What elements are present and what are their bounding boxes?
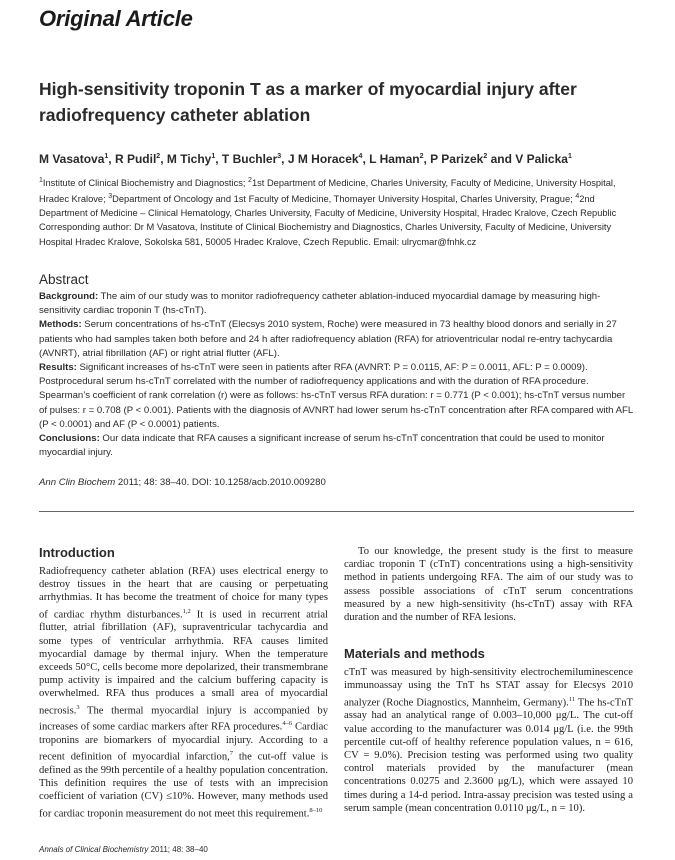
corresponding-author: Corresponding author: Dr M Vasatova, Institute of Clinical Biochemistry and Diagnostics, Charles University, Faculty of Medicine, University Hospital Hradec Kralove, Sokolska 581, 50005 Hradec Kralove, Czech Republic. Email: ulrycmar@fnhk.cz — [39, 222, 612, 247]
affiliation-sup: 2 — [248, 177, 252, 184]
author-name: V Palicka — [515, 152, 568, 166]
intro-text-4: Cardiac troponins are biomarkers of myocardial injury. According to a recent definition of myocardial infarction, — [39, 721, 328, 763]
affiliations — [39, 174, 635, 249]
methods-text-2: The hs-cTnT assay had an analytical range of 0.003–10,000 μg/L. The cut-off value according to the manufacturer was 0.014 μg/L (i.e. the 99th percentile cut-off of healthy reference population values, n = 616, CV = 9.0%). Precision testing was performed using two quality control materials provided by the manufacturer (mean concentrations 0.0275 and 2.3600 μg/L), which were assayed 10 times during a 14-d period. Intra-assay precision was tested using a serum sample (mean concentration 0.0110 μg/L, n = 10). — [344, 697, 633, 814]
abstract-background-text: The aim of our study was to monitor radiofrequency catheter ablation-induced myocardial damage by measuring high-sensitivity cardiac troponin T (hs-cTnT). — [39, 291, 601, 317]
methods-heading: Materials and methods — [344, 646, 485, 662]
affiliation-sup: 4 — [575, 193, 580, 201]
affiliation-2: 1st Department of Medicine, Charles University, Faculty of Medicine, University Hospital, Hradec Kralove; — [39, 178, 616, 205]
citation-ref: 1,2 — [182, 607, 191, 615]
author-name: J M Horacek — [287, 152, 359, 166]
author-sup: 2 — [419, 153, 424, 160]
introduction-heading: Introduction — [39, 545, 115, 560]
methods-paragraph — [344, 666, 633, 815]
citation-ref: 8–10 — [309, 806, 323, 814]
intro-text-1: Radiofrequency catheter ablation (RFA) uses electrical energy to destroy tissues in the heart that are causing or perpetuating arrhythmias. It has become the treatment of choice for many types of cardiac rhythm disturbances. — [39, 566, 328, 621]
citation-ref: 4–6 — [282, 720, 293, 728]
affiliation-4: 2nd Department of Medicine – Clinical Hematology, Charles University, Faculty of Medicine, University Hospital, Hradec Kralove, Czech Republic — [39, 194, 617, 219]
column-left — [39, 545, 328, 820]
abstract-results-text: Significant increases of hs-cTnT were seen in patients after RFA (AVNRT: P = 0.0115, AF: P = 0.0011, AFL: P = 0.0009). Postprocedural serum hs-cTnT correlated with the number of radiofrequency applications and with the duration of RFA procedure. Spearman’s coefficient of rank correlation (r) were as follows: hs-cTnT versus RFA duration: r = 0.771 (P < 0.001); hs-cTnT versus number of pulses: r = 0.708 (P < 0.001). Patients with the diagnosis of AVNRT had lower serum hs-cTnT concentration after RFA compared with AFL (P < 0.0001) and AF (P < 0.0001) patients. — [39, 362, 633, 430]
author-sup: 1 — [567, 153, 572, 160]
citation-ref: 3 — [76, 703, 80, 711]
page-footer — [39, 845, 208, 854]
column-right — [344, 545, 633, 815]
section-divider — [39, 511, 634, 512]
abstract-heading: Abstract — [39, 272, 89, 287]
section-label: Original Article — [39, 6, 193, 31]
intro-text-2: It is used in recurrent atrial flutter, atrial fibrillation (AF), supraventricular tachycardia and some types of ventricular arrhythmia. RFA causes limited myocardial damage by thermal injury. When the temperature exceeds 50°C, cells become more depolarized, their transmembrane pump activity is impaired and the calcium buffering capacity is overwhelmed. RFA thus produces a small area of myocardial necrosis. — [39, 609, 328, 717]
author-sup: 4 — [358, 153, 363, 160]
intro-text-5: the cut-off value is defined as the 99th percentile of a healthy population concentration. This definition requires the use of tests with an imprecision coefficient of variation (CV) ≤10%. However, many methods used for cardiac troponin measurement do not meet this requirement. — [39, 751, 328, 820]
author-sup: 3 — [277, 153, 282, 160]
abstract-body — [39, 290, 633, 460]
article-title: High-sensitivity troponin T as a marker of myocardial injury after radiofrequency catheter ablation — [39, 79, 577, 125]
affiliation-sup: 1 — [39, 177, 43, 184]
author-name: M Vasatova — [39, 152, 105, 166]
abstract-conclusions-label: Conclusions: — [39, 433, 100, 445]
intro-text-3: The thermal myocardial injury is accompanied by increases of some cardiac markers after RFA procedures. — [39, 705, 328, 733]
abstract-results-label: Results: — [39, 362, 77, 374]
author-sup: 1 — [104, 153, 109, 160]
abstract-background — [39, 290, 633, 318]
author-name: M Tichy — [166, 152, 212, 166]
footer-details: 2011; 48: 38–40 — [148, 845, 208, 854]
footer-journal: Annals of Clinical Biochemistry — [39, 845, 149, 854]
author-sup: 1 — [211, 153, 216, 160]
abstract-results — [39, 361, 633, 432]
citation-ref: 11 — [568, 695, 576, 703]
affiliation-sup: 3 — [108, 193, 113, 201]
citation-journal: Ann Clin Biochem — [39, 477, 116, 488]
author-list: M Vasatova$^1$, R Pudil$^2$, M Tichy$^1$, T Buchler$^3$, J M Horacek$^4$, L Haman$^2$, P Parizek$^2$ and V Palicka$^1$ — [39, 152, 572, 166]
author-sup: 2 — [483, 153, 488, 160]
author-sup: 2 — [156, 153, 161, 160]
aim-paragraph: To our knowledge, the present study is the first to measure cardiac troponin T (cTnT) concentrations using a high-sensitivity method in patients undergoing RFA. The aim of our study was to assess possible associations of cTnT serum concentrations measured by a new high-sensitivity (hs-cTnT) assay with RFA duration and the number of RFA lesions. — [344, 546, 633, 624]
author-name: R Pudil — [114, 152, 157, 166]
abstract-conclusions-text: Our data indicate that RFA causes a significant increase of serum hs-cTnT concentration that could be used to monitor myocardial injury. — [39, 433, 605, 459]
abstract-methods-label: Methods: — [39, 319, 82, 331]
citation — [39, 477, 326, 488]
author-name: P Parizek — [430, 152, 484, 166]
affiliation-1: Institute of Clinical Biochemistry and Diagnostics; — [42, 178, 249, 189]
methods-text-1: cTnT was measured by high-sensitivity electrochemiluminescence immunoassay using the TnT hs STAT assay for Elecsys 2010 analyzer (Roche Diagnostics, Mannheim, Germany). — [344, 667, 633, 709]
abstract-conclusions — [39, 432, 633, 460]
introduction-paragraph — [39, 565, 328, 820]
citation-ref: 7 — [229, 750, 234, 758]
abstract-background-label: Background: — [39, 291, 99, 302]
abstract-methods — [39, 318, 633, 361]
citation-details: 2011; 48: 38–40. DOI: 10.1258/acb.2010.009280 — [115, 477, 326, 488]
abstract-methods-text: Serum concentrations of hs-cTnT (Elecsys 2010 system, Roche) were measured in 73 healthy blood donors and serially in 27 patients who had samples taken both before and 24 h after radiofrequency ablation (RFA) for atrioventricular nodal re-entry tachycardia (AVNRT), atrial fibrillation (AF) or right atrial flutter (AFL). — [39, 319, 617, 359]
author-name: L Haman — [369, 152, 420, 166]
author-name: T Buchler — [221, 152, 278, 166]
affiliation-3: Department of Oncology and 1st Faculty of Medicine, Thomayer University Hospital, Charles University, Prague; — [112, 194, 576, 205]
